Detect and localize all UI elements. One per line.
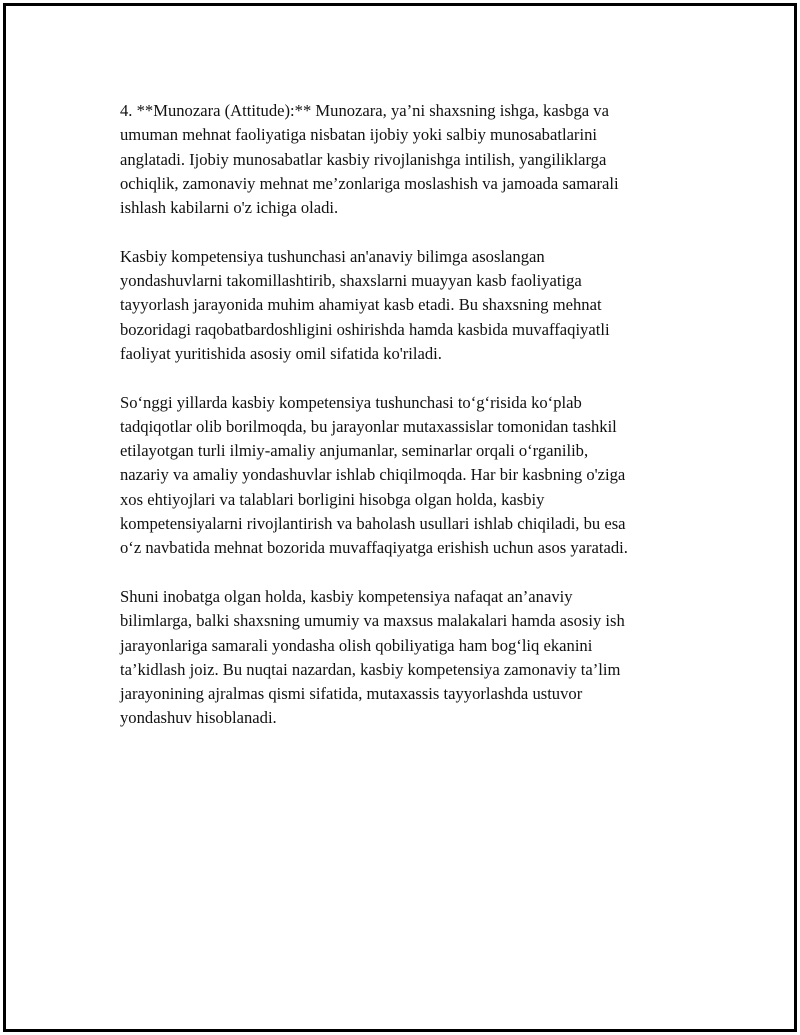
paragraph-conclusion: Shuni inobatga olgan holda, kasbiy kompetensiya nafaqat an’anaviy bilimlarga, balki shaxsning umumiy va maxsus malakalari hamda asosiy ish jarayonlariga samarali yondasha olish qobiliyatiga ham bog‘liq ekanini ta’kidlash joiz. Bu nuqtai nazardan, kasbiy kompetensiya zamonaviy ta’lim jarayonining ajralmas qismi sifatida, mutaxassis tayyorlashda ustuvor yondashuv hisoblanadi. — [120, 586, 625, 728]
document-body — [120, 99, 692, 755]
paragraph-professional-competence: Kasbiy kompetensiya tushunchasi an'anaviy bilimga asoslangan yondashuvlarni takomillashtirib, shaxslarni muayyan kasb faoliyatiga tayyorlash jarayonida muhim ahamiyat kasb etadi. Bu shaxsning mehnat bozoridagi raqobatbardoshligini oshirishda hamda kasbida muvaffaqiyatli faoliyat yuritishida asosiy omil sifatida ko'riladi. — [120, 246, 610, 363]
paragraph-attitude: 4. **Munozara (Attitude):** Munozara, ya’ni shaxsning ishga, kasbga va umuman mehnat faoliyatiga nisbatan ijobiy yoki salbiy munosabatlarini anglatadi. Ijobiy munosabatlar kasbiy rivojlanishga intilish, yangiliklarga ochiqlik, zamonaviy mehnat me’zonlariga moslashish va jamoada samarali ishlash kabilarni o'z ichiga oladi. — [120, 101, 619, 218]
paragraph-research: So‘nggi yillarda kasbiy kompetensiya tushunchasi to‘g‘risida ko‘plab tadqiqotlar olib borilmoqda, bu jarayonlar mutaxassislar tomonidan tashkil etilayotgan turli ilmiy-amaliy anjumanlar, seminarlar orqali o‘rganilib, nazariy va amaliy yondashuvlar ishlab chiqilmoqda. Har bir kasbning o'ziga xos ehtiyojlari va talablari borligini hisobga olgan holda, kasbiy kompetensiyalarni rivojlantirish va baholash usullari ishlab chiqiladi, bu esa o‘z navbatida mehnat bozorida muvaffaqiyatga erishish uchun asos yaratadi. — [120, 392, 628, 558]
page-frame — [3, 3, 797, 1032]
